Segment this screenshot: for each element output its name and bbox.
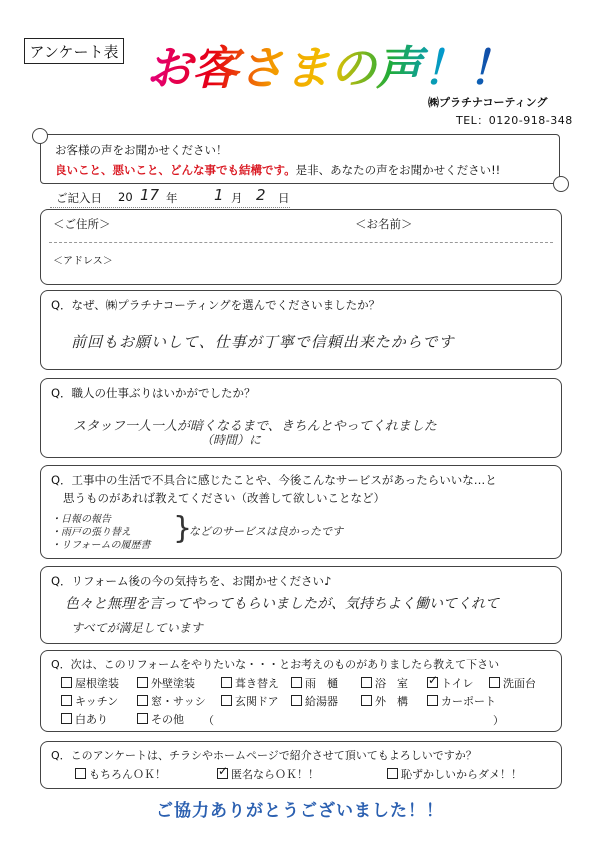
checkbox[interactable] — [137, 713, 148, 724]
checkbox-option[interactable] — [361, 675, 408, 691]
checkbox-option[interactable] — [137, 693, 206, 709]
phone-number: TEL：0120-918-348 — [456, 114, 573, 127]
checkbox-label: 恥ずかしいからダメ！！ — [401, 768, 522, 781]
scroll-curl-icon — [553, 176, 569, 192]
checkbox-label: 給湯器 — [305, 695, 338, 708]
intro-line1: お客様の声をお聞かせください！ — [55, 143, 228, 157]
checkbox-option[interactable] — [427, 675, 473, 691]
checkbox-label: 外壁塗装 — [151, 677, 195, 690]
date-year-label: 年 — [166, 191, 178, 205]
bracket-icon: } — [173, 511, 193, 546]
checkbox-label: 雨 樋 — [305, 677, 338, 690]
date-underline — [50, 207, 290, 208]
date-month-label: 月 — [231, 191, 243, 205]
question-2-answer[interactable]: スタッフ一人一人が暗くなるまで、きちんとやってくれました — [73, 419, 437, 434]
checkbox-label: 洗面台 — [503, 677, 536, 690]
address-box — [40, 209, 562, 285]
address-label: ＜ご住所＞ — [53, 217, 111, 231]
checkbox-label: カーポート — [441, 695, 496, 708]
date-era: 20 — [118, 190, 133, 204]
checkbox[interactable] — [387, 768, 398, 779]
question-3-box — [40, 465, 562, 559]
question-3-text-line2: 思うものがあれば教えてください（改善して欲しいことなど） — [63, 491, 385, 505]
date-label: ご記入日 — [56, 191, 102, 205]
checkbox[interactable] — [61, 713, 72, 724]
checkbox-option[interactable] — [387, 766, 522, 782]
question-2-answer-note[interactable]: （時間）に — [201, 433, 262, 447]
form-type-tag: アンケート表 — [24, 38, 124, 64]
checkbox[interactable] — [427, 677, 438, 688]
checkbox-label: その他 — [151, 713, 184, 726]
question-3-item[interactable]: ・リフォームの履歴書 — [51, 540, 151, 551]
question-1-box — [40, 290, 562, 370]
checkbox-option[interactable] — [61, 711, 108, 727]
checkbox[interactable] — [361, 677, 372, 688]
intro-line2-red: 良いこと、悪いこと、どんな事でも結構です。 — [55, 163, 296, 177]
checkbox-option[interactable] — [217, 766, 319, 782]
date-day-value[interactable]: 2 — [256, 186, 266, 204]
checkbox[interactable] — [61, 695, 72, 706]
email-label: ＜アドレス＞ — [53, 256, 113, 267]
checkbox-label: 外 構 — [375, 695, 408, 708]
page-title — [130, 34, 530, 100]
question-4-answer-line1[interactable]: 色々と無理を言ってやってもらいましたが、気持ちよく働いてくれて — [65, 596, 499, 612]
checkbox-option[interactable] — [61, 675, 119, 691]
question-1-text: Q．なぜ、㈱プラチナコーティングを選んでくださいましたか？ — [51, 298, 381, 312]
date-month-value[interactable]: 1 — [214, 186, 224, 204]
checkbox-option[interactable] — [75, 766, 166, 782]
checkbox[interactable] — [217, 768, 228, 779]
question-3-item[interactable]: ・雨戸の張り替え — [51, 527, 131, 538]
intro-line2 — [55, 162, 500, 178]
question-4-text: Q．リフォーム後の今の気持ちを、お聞かせください♪ — [51, 574, 332, 588]
question-5-box — [40, 650, 562, 732]
checkbox-option[interactable] — [221, 693, 279, 709]
checkbox-option[interactable] — [221, 675, 279, 691]
address-divider — [49, 242, 553, 243]
question-6-text: Q．このアンケートは、チラシやホームページで紹介させて頂いてもよろしいですか？ — [51, 749, 477, 762]
checkbox-label: 窓・サッシ — [151, 695, 206, 708]
question-3-text-line1: Q．工事中の生活で不具合に感じたことや、今後こんなサービスがあったらいいな…と — [51, 473, 497, 487]
question-3-item[interactable]: ・日報の報告 — [51, 514, 111, 525]
question-2-box — [40, 378, 562, 458]
checkbox-label: 白あり — [75, 713, 108, 726]
checkbox[interactable] — [427, 695, 438, 706]
checkbox[interactable] — [489, 677, 500, 688]
checkbox[interactable] — [291, 695, 302, 706]
checkbox[interactable] — [61, 677, 72, 688]
checkbox[interactable] — [137, 695, 148, 706]
checkbox-label: トイレ — [441, 677, 474, 690]
checkbox-option[interactable] — [427, 693, 496, 709]
question-5-text: Q．次は、このリフォームをやりたいな・・・とお考えのものがありましたら教えて下さい — [51, 658, 500, 671]
scroll-curl-icon — [32, 128, 48, 144]
thank-you-message: ご協力ありがとうございました！！ — [156, 801, 444, 821]
checkbox-option[interactable] — [291, 675, 338, 691]
checkbox-label: 浴 室 — [375, 677, 408, 690]
date-year-value[interactable]: 17 — [140, 186, 160, 204]
date-day-label: 日 — [278, 191, 290, 205]
checkbox-label: 屋根塗装 — [75, 677, 119, 690]
checkbox-label: 匿名ならＯＫ！！ — [231, 768, 319, 781]
question-1-answer[interactable]: 前回もお願いして、仕事が丁寧で信頼出来たからです — [71, 333, 455, 351]
checkbox[interactable] — [291, 677, 302, 688]
other-paren-open: （ — [203, 714, 214, 727]
checkbox[interactable] — [221, 677, 232, 688]
checkbox[interactable] — [75, 768, 86, 779]
company-name: ㈱プラチナコーティング — [428, 96, 548, 109]
checkbox-option[interactable] — [489, 675, 536, 691]
checkbox-option[interactable] — [291, 693, 338, 709]
question-6-box — [40, 741, 562, 789]
name-label: ＜お名前＞ — [355, 217, 413, 231]
other-paren-close: ） — [493, 714, 504, 727]
checkbox-label: もちろんＯＫ！ — [89, 768, 166, 781]
checkbox-option[interactable] — [137, 711, 184, 727]
page-title-text: お客さまの声！！ — [146, 41, 514, 95]
checkbox-option[interactable] — [137, 675, 195, 691]
checkbox-label: キッチン — [75, 695, 119, 708]
date-row — [56, 186, 536, 207]
intro-box — [40, 134, 560, 184]
question-4-answer-line2[interactable]: すべてが満足しています — [71, 621, 203, 635]
intro-line2-rest: 是非、あなたの声をお聞かせください!! — [295, 163, 501, 177]
checkbox[interactable] — [221, 695, 232, 706]
checkbox-label: 玄関ドア — [235, 695, 279, 708]
checkbox-option[interactable] — [361, 693, 408, 709]
checkbox-label: 葺き替え — [235, 677, 279, 690]
question-3-answer[interactable]: などのサービスは良かったです — [189, 525, 343, 538]
checkbox[interactable] — [137, 677, 148, 688]
question-2-text: Q．職人の仕事ぶりはいかがでしたか？ — [51, 386, 256, 400]
checkbox-option[interactable] — [61, 693, 118, 709]
question-4-box — [40, 566, 562, 644]
checkbox[interactable] — [361, 695, 372, 706]
